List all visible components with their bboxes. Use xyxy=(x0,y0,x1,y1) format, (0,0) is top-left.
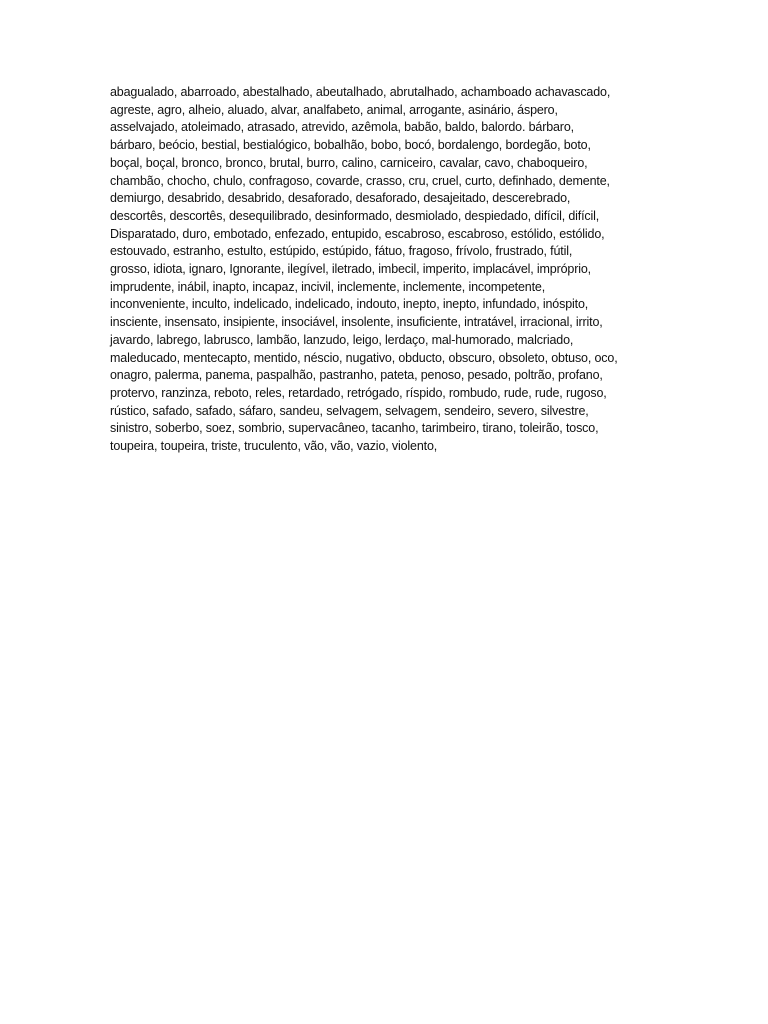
text-line: bárbaro, beócio, bestial, bestialógico, bobalhão, bobo, bocó, bordalengo, bordegão, boto, xyxy=(110,138,591,153)
text-line: maleducado, mentecapto, mentido, néscio, nugativo, obducto, obscuro, obsoleto, obtuso, oco, xyxy=(110,350,618,365)
text-line: asselvajado, atoleimado, atrasado, atrevido, azêmola, babão, baldo, balordo. bárbaro, xyxy=(110,120,574,135)
text-line: boçal, boçal, bronco, bronco, brutal, burro, calino, carniceiro, cavalar, cavo, chaboqueiro, xyxy=(110,155,588,170)
text-line: insciente, insensato, insipiente, insociável, insolente, insuficiente, intratável, irracional, irrito, xyxy=(110,315,603,330)
text-line: toupeira, toupeira, triste, truculento, vão, vão, vazio, violento, xyxy=(110,439,438,454)
word-list-paragraph xyxy=(110,84,650,456)
text-line: abagualado, abarroado, abestalhado, abeutalhado, abrutalhado, achamboado achavascado, xyxy=(110,85,611,99)
text-line: chambão, chocho, chulo, confragoso, covarde, crasso, cru, cruel, curto, definhado, demente, xyxy=(110,173,610,188)
text-line: imprudente, inábil, inapto, incapaz, incivil, inclemente, inclemente, incompetente, xyxy=(110,279,546,294)
text-line: Disparatado, duro, embotado, enfezado, entupido, escabroso, escabroso, estólido, estólido, xyxy=(110,226,605,241)
text-line: demiurgo, desabrido, desabrido, desaforado, desaforado, desajeitado, descerebrado, xyxy=(110,191,571,206)
text-line: onagro, palerma, panema, paspalhão, pastranho, pateta, penoso, pesado, poltrão, profano, xyxy=(110,368,603,383)
text-line: inconveniente, inculto, indelicado, indelicado, indouto, inepto, inepto, infundado, inóspito, xyxy=(110,297,589,312)
text-line: estouvado, estranho, estulto, estúpido, estúpido, fátuo, fragoso, frívolo, frustrado, fútil, xyxy=(110,244,573,259)
text-line: agreste, agro, alheio, aluado, alvar, analfabeto, animal, arrogante, asinário, áspero, xyxy=(110,102,558,117)
text-line: descortês, descortês, desequilibrado, desinformado, desmiolado, despiedado, difícil, difícil, xyxy=(110,208,600,223)
text-line: sinistro, soberbo, soez, sombrio, supervacâneo, tacanho, tarimbeiro, tirano, toleirão, tosco, xyxy=(110,421,599,436)
text-line: rústico, safado, safado, sáfaro, sandeu, selvagem, selvagem, sendeiro, severo, silvestre, xyxy=(110,403,589,418)
text-line: javardo, labrego, labrusco, lambão, lanzudo, leigo, lerdaço, mal-humorado, malcriado, xyxy=(110,332,574,347)
text-line: grosso, idiota, ignaro, Ignorante, ilegível, iletrado, imbecil, imperito, implacável, impróprio, xyxy=(110,262,591,277)
text-line: protervo, ranzinza, reboto, reles, retardado, retrógado, ríspido, rombudo, rude, rude, rugoso, xyxy=(110,385,607,400)
